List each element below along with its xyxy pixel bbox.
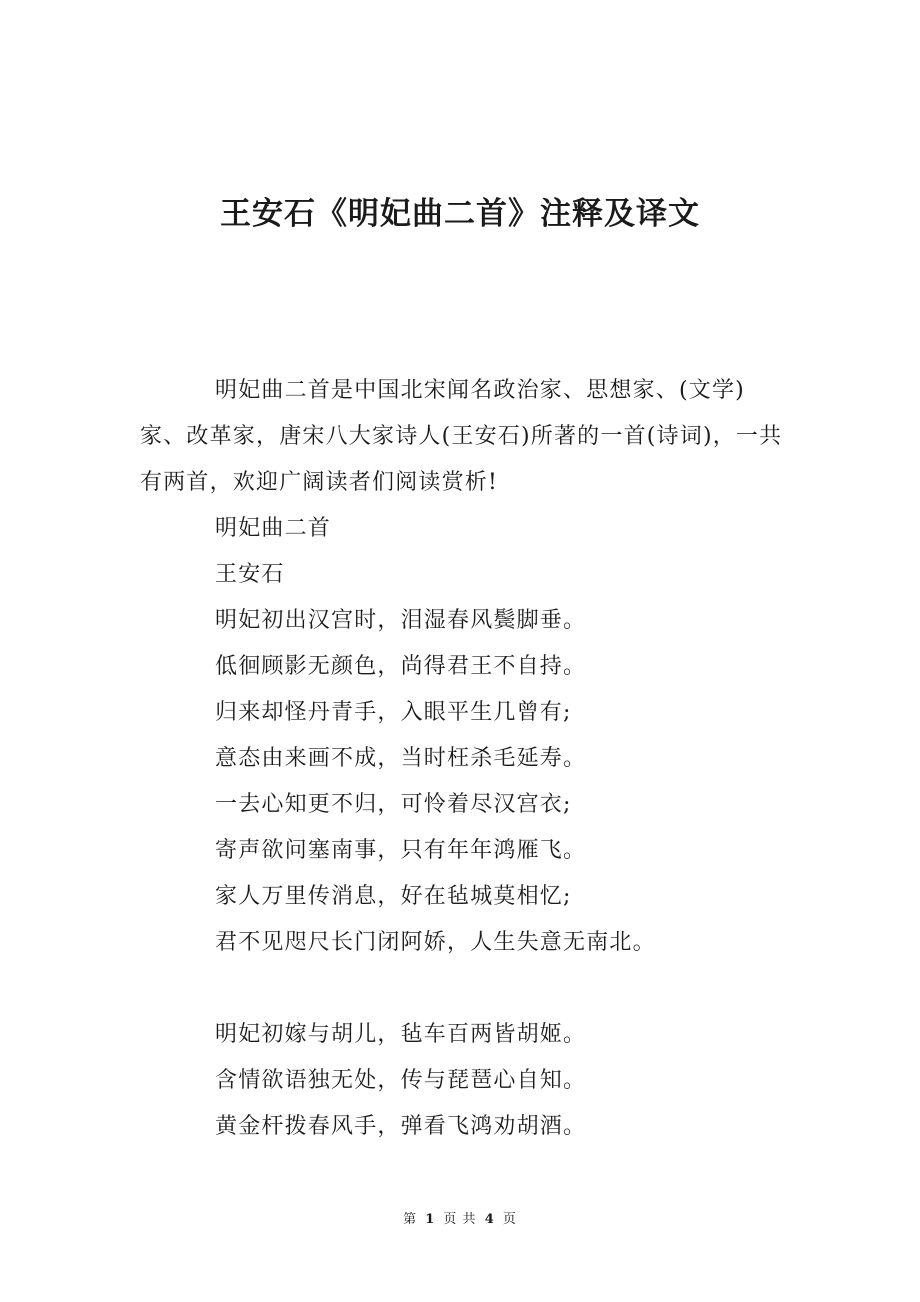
poem-stanza-1 [140,598,790,966]
poem-author: 王安石 [215,562,285,587]
footer-prefix: 第 [403,1212,418,1227]
document-title: 王安石《明妃曲二首》注释及译文 [220,196,700,232]
poem-line: 君不见咫尺长门闭阿娇，人生失意无南北。 [215,930,656,955]
poem-line: 寄声欲问塞南事，只有年年鸿雁飞。 [215,838,587,863]
footer-suffix: 页 [502,1212,517,1227]
intro-paragraph: 明妃曲二首是中国北宋闻名政治家、思想家、(文学)家、改革家，唐宋八大家诗人(王安石)所著的一首(诗词)，一共有两首，欢迎广阔读者们阅读赏析! [140,378,783,495]
poem-line: 意态由来画不成，当时枉杀毛延寿。 [215,746,587,771]
poem-line: 低徊顾影无颜色，尚得君王不自持。 [215,654,587,679]
stanza-gap [140,966,790,1012]
poem-title: 明妃曲二首 [215,516,332,541]
poem-line: 黄金杆拨春风手，弹看飞鸿劝胡酒。 [215,1114,587,1139]
page-footer [0,1208,920,1227]
poem-line: 明妃初出汉宫时，泪湿春风鬓脚垂。 [215,608,587,633]
poem-stanza-2 [140,1012,790,1150]
document-body [140,368,790,1150]
poem-line: 明妃初嫁与胡儿，毡车百两皆胡姬。 [215,1022,587,1047]
footer-total-pages: 4 [484,1212,495,1227]
poem-line: 含情欲语独无处，传与琵琶心自知。 [215,1068,587,1093]
poem-line: 家人万里传消息，好在毡城莫相忆; [215,884,572,909]
footer-mid: 页 共 [443,1212,477,1227]
footer-page-number: 1 [425,1212,436,1227]
poem-line: 归来却怪丹青手，入眼平生几曾有; [215,700,572,725]
poem-line: 一去心知更不归，可怜着尽汉宫衣; [215,792,572,817]
